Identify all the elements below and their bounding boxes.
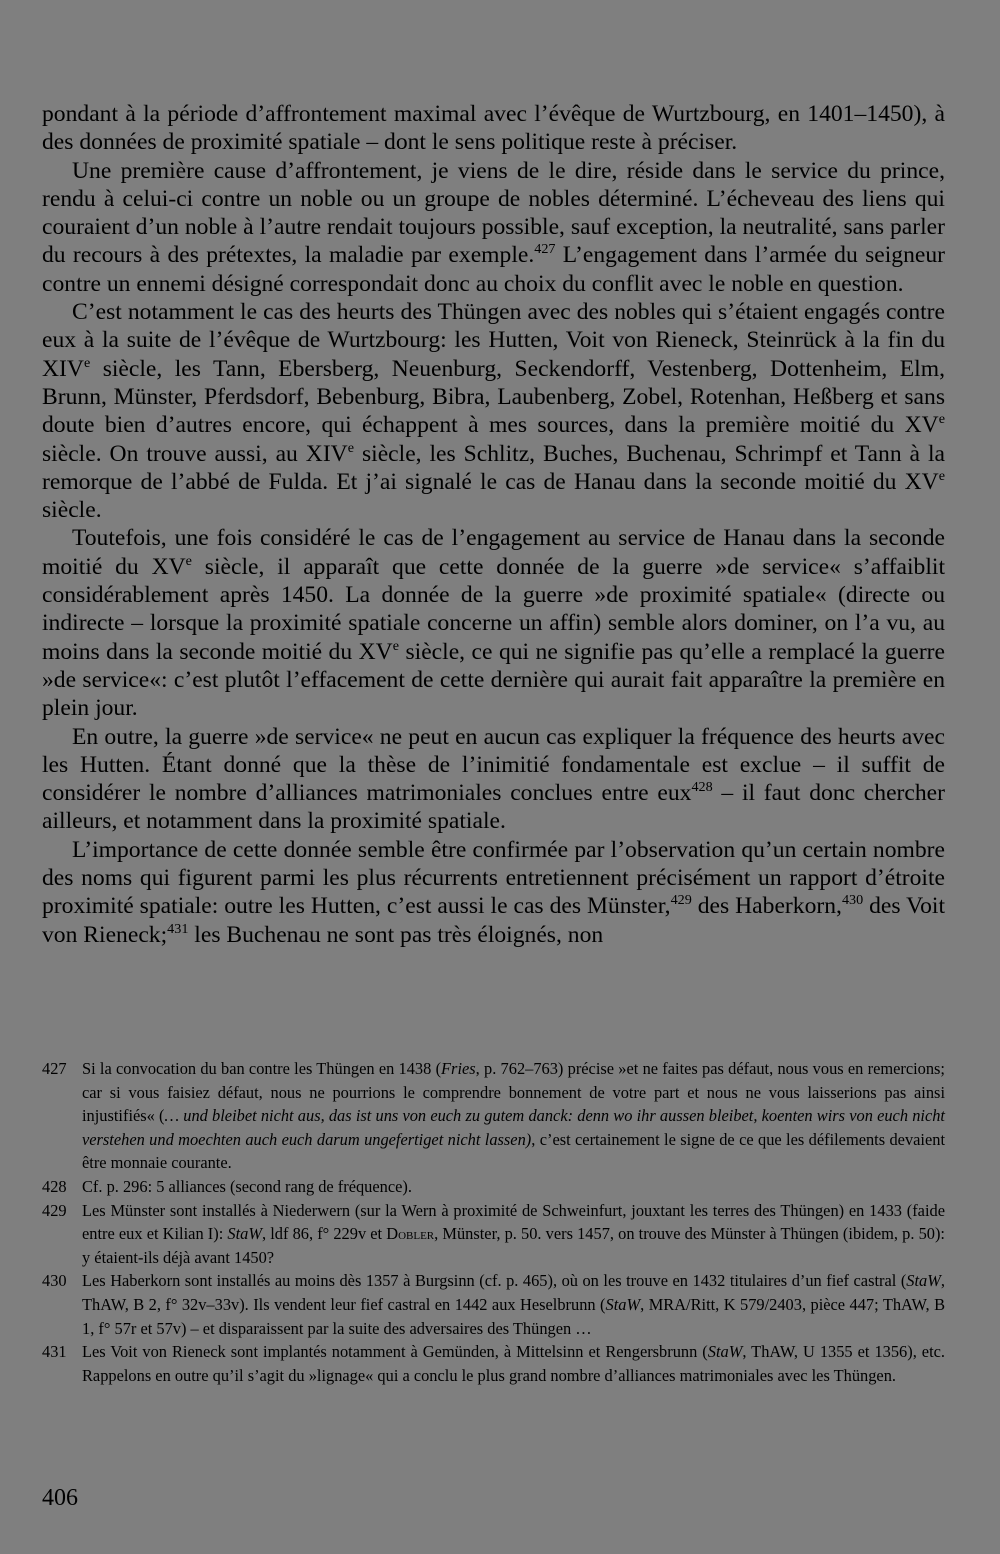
paragraph: En outre, la guerre »de service« ne peut en aucun cas expliquer la fréquence des heurts avec les Hutten. Étant donné que la thèse de l’inimitié fondamentale est exclue – il suffit de considérer le nombre d’alliances matrimoniales conclues entre eux$^{428}$ – il faut donc chercher ailleurs, et notamment dans la proximité spatiale.	[42, 723, 945, 835]
footnote-429	[42, 1199, 945, 1270]
footnote-428	[42, 1175, 945, 1199]
footnote-427	[42, 1057, 945, 1175]
paragraph: C’est notamment le cas des heurts des Thüngen avec des nobles qui s’étaient engagés contre eux à la suite de l’évêque de Wurtzbourg: les Hutten, Voit von Rieneck, Steinrück à la fin du XIVe siècle, les Tann, Ebersberg, Neuenburg, Seckendorff, Vestenberg, Dottenheim, Elm, Brunn, Münster, Pferdsdorf, Bebenburg, Bibra, Laubenberg, Zobel, Rotenhan, Heßberg et sans doute bien d’autres encore, qui échappent à mes sources, dans la première moitié du XVe siècle. On trouve aussi, au XIVe siècle, les Schlitz, Buches, Buchenau, Schrimpf et Tann à la remorque de l’abbé de Fulda. Et j’ai signalé le cas de Hanau dans la seconde moitié du XVe siècle.	[42, 299, 946, 524]
footnote-ref[interactable]: 430	[841, 892, 864, 909]
footnote-text: Les Voit von Rieneck sont implantés notamment à Gemünden, à Mittelsinn et Rengersbrunn (StaW, ThAW, U 1355 et 1356), etc. Rappelons en outre qu’il s’agit du »lignage« qui a conclu le plus grand nombre d’alliances matrimoniales avec les Thüngen.	[82, 1342, 945, 1385]
footnote-text: Les Münster sont installés à Niederwern (sur la Wern à proximité de Schweinfurt, jouxtant les terres des Thüngen) en 1433 (faide entre eux et Kilian I): StaW, ldf 86, f° 229v et Dobler, Münster, p. 50. vers 1457, on trouve des Münster à Thüngen (ibidem, p. 50): y étaient-ils déjà avant 1450?	[82, 1200, 945, 1267]
paragraph: Toutefois, une fois considéré le cas de l’engagement au service de Hanau dans la seconde moitié du XVe siècle, il apparaît que cette donnée de la guerre »de service« s’affaiblit considérablement après 1450. La donnée de la guerre »de proximité spatiale« (directe ou indirecte – lorsque la proximité spatiale concerne un affin) semble alors dominer, on l’a vu, au moins dans la seconde moitié du XVe siècle, ce qui ne signifie pas qu’elle a remplacé la guerre »de service«: c’est plutôt l’effacement de cette dernière qui aurait fait apparaître la première en plein jour.	[42, 525, 946, 722]
footnote-number: 431	[42, 1342, 67, 1362]
paragraph: pondant à la période d’affrontement maximal avec l’évêque de Wurtzbourg, en 1401–1450), à des données de proximité spatiale – dont le sens politique reste à préciser.	[42, 101, 945, 156]
paragraph: Une première cause d’affrontement, je viens de le dire, réside dans le service du prince, rendu à celui-ci contre un noble ou un groupe de nobles déterminé. L’écheveau des liens qui couraient d’un noble à l’autre rendait toujours possible, sauf exception, la neutralité, sans parler du recours à des prétextes, la maladie par exemple.$^{427}$ L’engagement dans l’armée du seigneur contre un ennemi désigné correspondait donc au choix du conflit avec le noble en question.	[42, 157, 945, 297]
footnote-ref[interactable]: 431	[167, 920, 189, 937]
footnote-text: Cf. p. 296: 5 alliances (second rang de fréquence).	[82, 1176, 412, 1196]
footnote-number: 428	[42, 1176, 67, 1196]
footnote-number: 429	[42, 1200, 67, 1220]
footnotes	[42, 1057, 945, 1387]
footnote-ref[interactable]: 428	[691, 779, 713, 796]
footnote-431	[42, 1340, 945, 1387]
footnote-number: 430	[42, 1271, 67, 1291]
footnote-ref[interactable]: 429	[670, 892, 692, 909]
page-number: 406	[42, 1485, 78, 1511]
footnote-ref[interactable]: 427	[534, 241, 556, 258]
footnote-text: Si la convocation du ban contre les Thüngen en 1438 (Fries, p. 762–763) précise »et ne faites pas défaut, nous vous en remercions; car si vous faisiez défaut, nous ne pourrions le comprendre bonnement de votre part et nous ne vous laisserions pas ainsi injustifiés« (… und bleibet nicht aus, das ist uns von euch zu gutem danck: denn wo ihr aussen bleibet, koenten wirs von euch nicht verstehen und moechten auch euch darum ungefertiget nicht lassen), c’est certainement le signe de ce que les défilements devaient être monnaie courante.	[82, 1059, 945, 1173]
footnote-430	[42, 1269, 945, 1340]
footnote-text: Les Haberkorn sont installés au moins dès 1357 à Burgsinn (cf. p. 465), où on les trouve en 1432 titulaires d’un fief castral (StaW, ThAW, B 2, f° 32v–33v). Ils vendent leur fief castral en 1442 aux Heselbrunn (StaW, MRA/Ritt, K 579/2403, pièce 447; ThAW, B 1, f° 57r et 57v) – et disparaissent par la suite des adversaires des Thüngen …	[82, 1271, 946, 1338]
paragraph: L’importance de cette donnée semble être confirmée par l’observation qu’un certain nombre des noms qui figurent parmi les plus récurrents entretiennent précisément un rapport d’étroite proximité spatiale: outre les Hutten, c’est aussi le cas des Münster,$^{429}$ des Haberkorn,$^{430}$ des Voit von Rieneck;$^{431}$ les Buchenau ne sont pas très éloignés, non	[42, 836, 945, 948]
main-text	[42, 100, 945, 949]
footnote-number: 427	[42, 1059, 67, 1078]
